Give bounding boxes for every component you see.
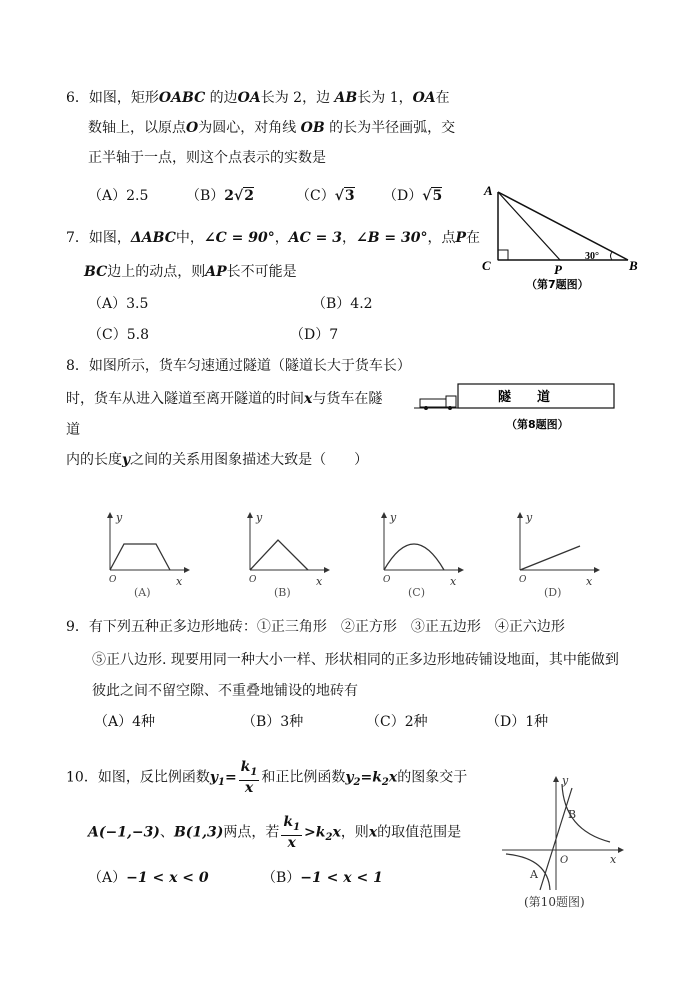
q6-option-b-radicand: 2 <box>244 188 254 204</box>
q6-text: 为圆心，对角线 <box>198 120 297 136</box>
q6-ab: AB <box>334 90 358 106</box>
q10-text: 的取值范围是 <box>377 824 462 841</box>
q10-option-b-value: −1 < x < 1 <box>300 870 383 886</box>
q10-y2: y <box>345 769 354 786</box>
q7-text: ，点 <box>427 230 456 246</box>
q10-fig-y: y <box>562 774 569 787</box>
q8-line4 <box>66 450 368 470</box>
q10-option-b <box>262 868 383 888</box>
q6-option-b-coef: 2 <box>224 188 235 204</box>
q10-y2-sub: 2 <box>353 777 361 789</box>
q8-line3: 道 <box>66 422 80 438</box>
q10-option-a-value: −1 < x < 0 <box>126 870 209 886</box>
q7-line1 <box>66 228 480 248</box>
q9-option-a: （A）4种 <box>94 714 156 730</box>
q7-fig-caption: （第7题图） <box>526 278 589 291</box>
q10-fig-x: x <box>610 853 617 866</box>
q8-line1: 8．如图所示，货车匀速通过隧道（隧道长大于货车长） <box>66 358 411 374</box>
q10-text: 的图象交于 <box>397 769 468 786</box>
q10-text: 两点，若 <box>223 824 280 841</box>
q8-graph-c <box>372 508 468 600</box>
q8-text: 与货车在隧 <box>312 391 383 407</box>
q10-k1: k <box>240 759 251 775</box>
q8-graph-c-y: y <box>390 511 397 524</box>
q10-x-den: x <box>244 779 254 796</box>
q8-graph-a-x: x <box>176 575 183 588</box>
q8-graph-d-x: x <box>586 575 593 588</box>
q8-graph-c-x: x <box>450 575 457 588</box>
q10-k2: k <box>372 769 382 786</box>
q6-text: 数轴上，以原点 <box>88 120 186 136</box>
q10-y1-sub: 1 <box>217 777 225 789</box>
q6-line2 <box>88 118 455 138</box>
q9-line1: 9．有下列五种正多边形地砖：①正三角形 ②正方形 ③正五边形 ④正六边形 <box>66 619 565 635</box>
q10-x: x <box>368 824 378 841</box>
q10-fraction-2: $\frac{k_1}{x}$ <box>283 814 301 851</box>
q6-oa: OA <box>237 90 261 106</box>
q6-option-c: （C）√3 <box>296 188 355 204</box>
q9-line3: 彼此之间不留空隙、不重叠地铺设的地砖有 <box>92 683 358 699</box>
q8-text: 时，货车从进入隧道至离开隧道的时间 <box>66 391 304 407</box>
q8-graph-a-label: (A) <box>134 586 151 599</box>
q10-fig-caption: (第10题图) <box>524 895 585 909</box>
q9-line2: ⑤正八边形. 现要用同一种大小一样、形状相同的正多边形地砖铺设地面，其中能做到 <box>92 652 619 668</box>
q7-line2 <box>84 262 297 282</box>
q8-graph-d-label: (D) <box>544 586 562 599</box>
truck-icon <box>420 399 446 407</box>
q6-o: O <box>186 120 199 136</box>
q10-gt: > <box>304 824 316 841</box>
q10-option-a <box>88 868 209 888</box>
q10-figure <box>500 772 630 914</box>
q10-eq: = <box>360 769 373 786</box>
q7-angle-c: ∠C = 90° <box>203 230 275 246</box>
q10-eq: = <box>224 769 237 786</box>
q10-point-a: A(−1,−3) <box>88 824 160 841</box>
q8-y: y <box>122 452 131 468</box>
q8-graph-b-label: (B) <box>274 586 291 599</box>
q10-option-label: （B） <box>262 870 301 886</box>
q8-fig-caption: （第8题图） <box>506 418 569 431</box>
q10-line1 <box>66 760 467 798</box>
q6-oa: OA <box>412 90 436 106</box>
q7-fig-label-c: C <box>482 258 491 273</box>
q10-text: 和正比例函数 <box>261 769 346 786</box>
q6-option-a: （A）2.5 <box>88 188 149 204</box>
q7-text: 在 <box>466 230 481 246</box>
q6-option-d: （D）√5 <box>383 188 443 204</box>
q9-option-d: （D）1种 <box>486 714 549 730</box>
q10-option-label: （A） <box>88 870 127 886</box>
q10-fig-a: A <box>530 868 538 881</box>
q8-graph-d <box>508 508 604 600</box>
q8-text: 之间的关系用图象描述大致是（ ） <box>130 452 369 468</box>
q8-graph-d-y: y <box>526 511 533 524</box>
q10-k1-sub: 1 <box>250 766 258 778</box>
q9-option-b: （B）3种 <box>242 714 304 730</box>
q10-fig-o: O <box>560 855 569 866</box>
q8-graph-d-o: O <box>519 575 527 585</box>
q7-fig-label-a: A <box>484 183 493 198</box>
q6-option-label: （C） <box>296 188 335 204</box>
q6-option-label: （B） <box>186 188 225 204</box>
q7-angle-b: ∠B = 30° <box>355 230 428 246</box>
q9-option-c: （C）2种 <box>366 714 428 730</box>
q7-ap: AP <box>205 264 227 280</box>
q8-graph-b-o: O <box>249 575 257 585</box>
q7-text: ， <box>274 230 289 246</box>
q7-text: 长不可能是 <box>226 264 297 280</box>
q10-x: x <box>332 824 341 841</box>
q8-graph-a <box>98 508 194 600</box>
q10-line2 <box>88 815 461 853</box>
q6-ob: OB <box>300 120 325 136</box>
q10-k2-sub: 2 <box>381 777 389 789</box>
q7-fig-angle: 30° <box>585 251 599 262</box>
q10-point-b: B(1,3) <box>173 824 224 841</box>
q7-text: 中， <box>175 230 204 246</box>
q7-fig-label-b: B <box>629 258 638 273</box>
q10-fraction <box>239 760 260 795</box>
q6-text: 长为 2，边 <box>260 90 331 106</box>
q7-ac: AC = 3 <box>288 230 342 246</box>
q6-line3: 正半轴于一点，则这个点表示的实数是 <box>88 150 326 166</box>
q8-graph-b <box>238 508 334 600</box>
q8-x: x <box>304 391 313 407</box>
q8-graph-b-y: y <box>256 511 263 524</box>
q8-graph-c-o: O <box>383 575 391 585</box>
q10-number: 10．如图，反比例函数 <box>66 769 210 786</box>
q7-option-a: （A）3.5 <box>88 296 149 312</box>
q7-triangle: ΔABC <box>130 230 176 246</box>
q10-text: 、 <box>159 824 174 841</box>
q8-tunnel-figure <box>410 380 620 435</box>
q7-bc: BC <box>84 264 108 280</box>
q10-fig-b: B <box>568 808 577 821</box>
q6-number: 6．如图，矩形 <box>66 90 159 106</box>
q8-text: 内的长度 <box>66 452 122 468</box>
q8-graph-a-y: y <box>116 511 123 524</box>
q7-figure <box>478 180 648 295</box>
q10-y1: y <box>209 769 218 786</box>
q8-line2 <box>66 389 382 409</box>
q6-option-label: （D） <box>383 188 423 204</box>
q6-option-c-radicand: 3 <box>344 188 355 204</box>
q7-number: 7．如图， <box>66 230 131 246</box>
q10-k2: k <box>315 824 326 841</box>
q7-fig-label-p: P <box>554 262 562 277</box>
q6-text: 的长为半径画弧，交 <box>329 120 456 136</box>
q6-text: 长为 1， <box>357 90 413 106</box>
q8-graph-a-o: O <box>109 575 117 585</box>
q10-text: ，则 <box>340 824 369 841</box>
q6-line1 <box>66 88 450 108</box>
q8-tunnel-label: 隧 道 <box>498 390 551 405</box>
q7-text: ， <box>341 230 356 246</box>
q10-k2-sub: 2 <box>325 832 333 844</box>
q6-text: 的边 <box>209 90 238 106</box>
q6-oabc: OABC <box>158 90 206 106</box>
q6-option-d-radicand: 5 <box>432 188 443 204</box>
q8-graph-c-label: (C) <box>408 586 425 599</box>
q8-graph-b-x: x <box>316 575 323 588</box>
q7-text: 边上的动点，则 <box>107 264 206 280</box>
q7-p: P <box>455 230 467 246</box>
q7-option-c: （C）5.8 <box>88 327 149 343</box>
q7-option-d: （D）7 <box>290 327 339 343</box>
q7-option-b: （B）4.2 <box>312 296 373 312</box>
q10-x: x <box>388 769 398 786</box>
q6-option-b: （B）2√2 <box>186 188 254 204</box>
q6-text: 在 <box>435 90 450 106</box>
